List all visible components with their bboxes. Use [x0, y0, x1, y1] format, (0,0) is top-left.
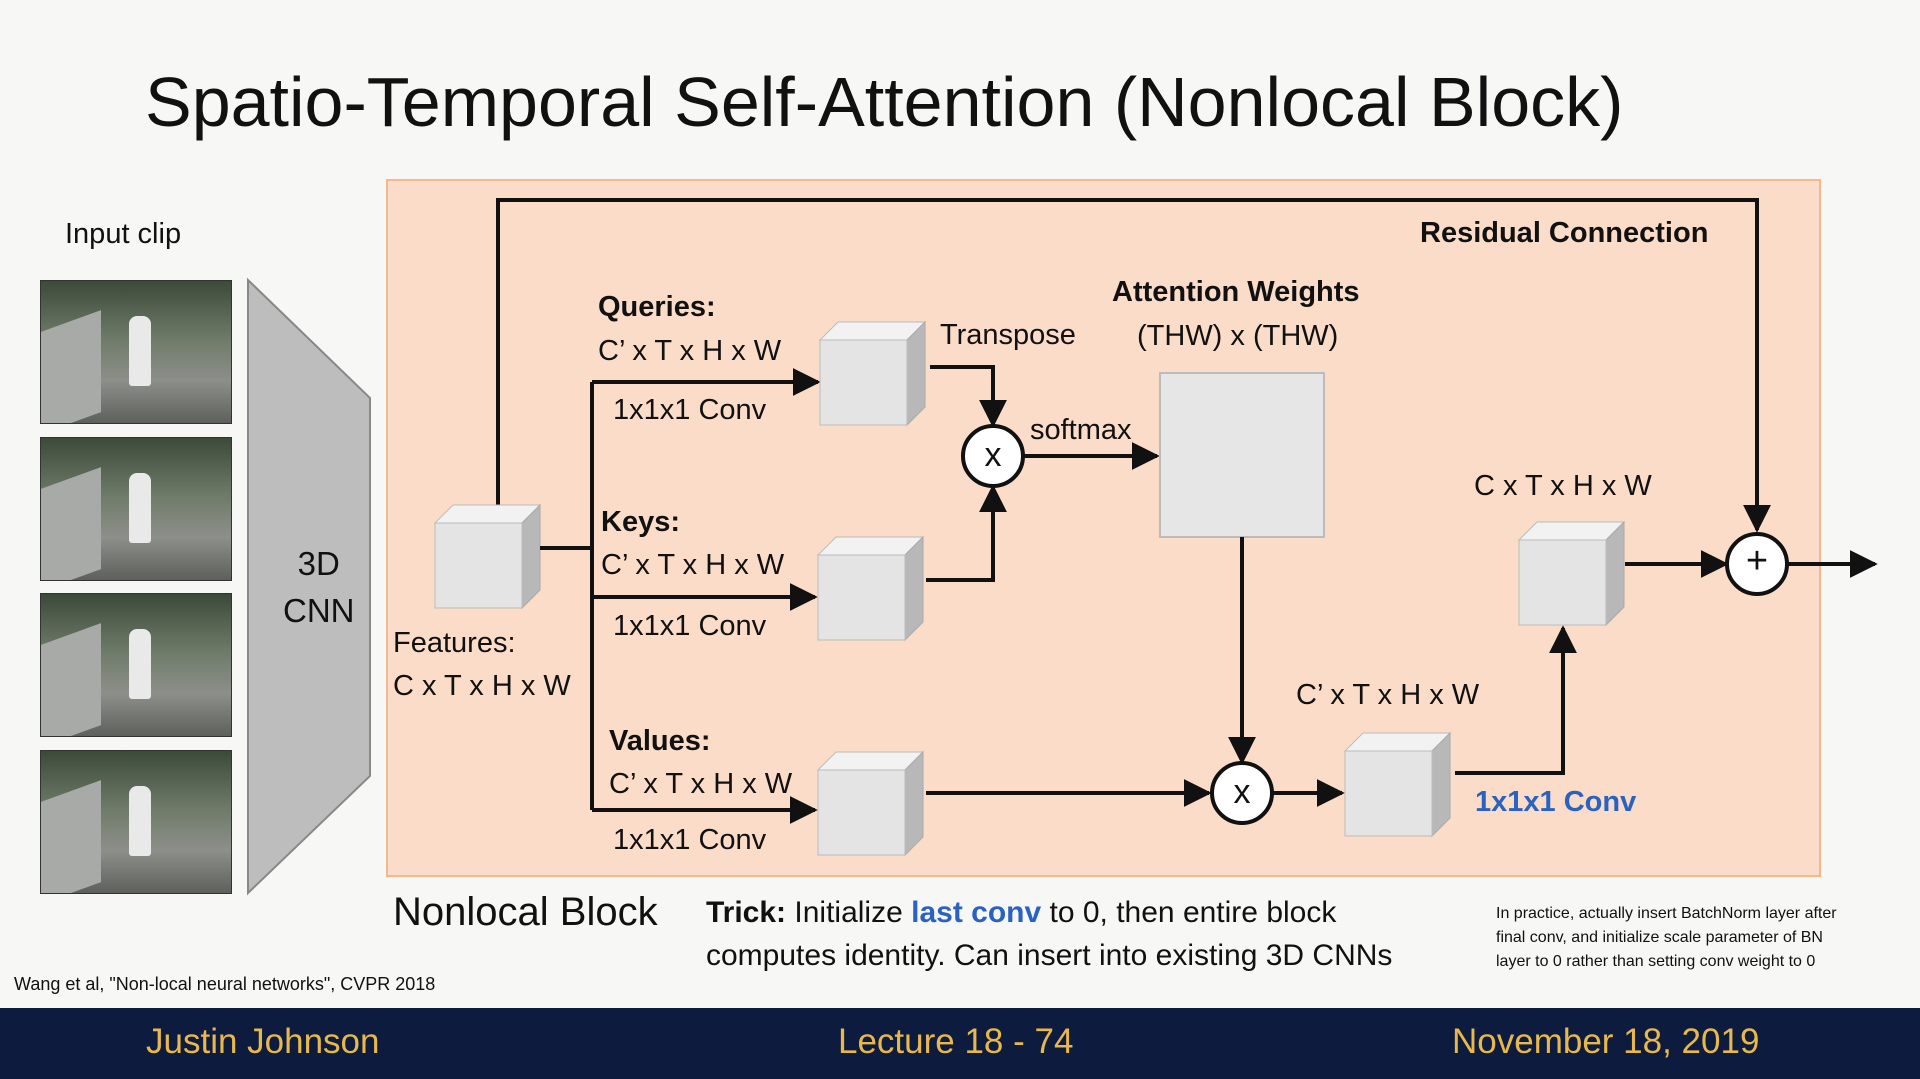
residual-connection-label: Residual Connection — [1420, 217, 1709, 249]
softmax-label: softmax — [1030, 414, 1132, 446]
trick-part1: Initialize — [786, 896, 912, 929]
footnote-line-2: final conv, and initialize scale parameter of BN — [1496, 929, 1823, 946]
keys-conv: 1x1x1 Conv — [613, 610, 767, 642]
footer-lecture: Lecture 18 - 74 — [838, 1022, 1074, 1061]
weighted-values-dims: C’ x T x H x W — [1296, 679, 1480, 711]
attention-weights-dims: (THW) x (THW) — [1137, 320, 1339, 352]
footer-author: Justin Johnson — [146, 1022, 380, 1061]
footnote-line-1: In practice, actually insert BatchNorm layer after — [1496, 905, 1837, 922]
trick-bold: Trick: — [706, 896, 787, 929]
queries-conv: 1x1x1 Conv — [613, 394, 767, 426]
values-dims: C’ x T x H x W — [609, 768, 793, 800]
nonlocal-block-label: Nonlocal Block — [393, 890, 658, 934]
features-label: Features: — [393, 627, 516, 659]
footnote-line-3: layer to 0 rather than setting conv weight to 0 — [1496, 953, 1816, 970]
values-conv: 1x1x1 Conv — [613, 824, 767, 856]
values-label: Values: — [609, 725, 711, 757]
features-dims: C x T x H x W — [393, 670, 571, 702]
matmul-symbol-2: x — [1233, 773, 1251, 811]
weighted-values-cube — [1345, 733, 1450, 836]
values-cube — [818, 752, 923, 855]
slide-title: Spatio-Temporal Self-Attention (Nonlocal Block) — [145, 63, 1624, 141]
batchnorm-footnote — [1496, 902, 1837, 974]
keys-label: Keys: — [601, 506, 680, 538]
queries-label: Queries: — [598, 291, 716, 323]
keys-cube — [818, 537, 923, 640]
attention-weights-square — [1160, 373, 1324, 537]
cnn-label — [283, 540, 355, 634]
transpose-label: Transpose — [940, 319, 1076, 351]
attention-weights-title: Attention Weights — [1112, 276, 1360, 308]
keys-dims: C’ x T x H x W — [601, 549, 785, 581]
queries-dims: C’ x T x H x W — [598, 335, 782, 367]
cnn-label-line2: CNN — [283, 592, 355, 629]
queries-cube — [820, 322, 925, 425]
trick-line-1 — [706, 896, 1336, 930]
trick-highlight: last conv — [911, 896, 1042, 929]
output-cube — [1519, 522, 1624, 625]
add-symbol: + — [1745, 540, 1769, 582]
trick-line-2: computes identity. Can insert into existing 3D CNNs — [706, 939, 1393, 972]
final-conv-label: 1x1x1 Conv — [1475, 786, 1637, 818]
citation: Wang et al, "Non-local neural networks", CVPR 2018 — [14, 974, 436, 994]
cnn-label-line1: 3D — [297, 545, 340, 582]
output-dims: C x T x H x W — [1474, 470, 1652, 502]
footer-date: November 18, 2019 — [1452, 1022, 1760, 1061]
trick-part2: to 0, then entire block — [1041, 896, 1337, 929]
features-cube — [435, 505, 540, 608]
input-clip-label: Input clip — [65, 218, 182, 250]
matmul-symbol-1: x — [984, 436, 1002, 474]
